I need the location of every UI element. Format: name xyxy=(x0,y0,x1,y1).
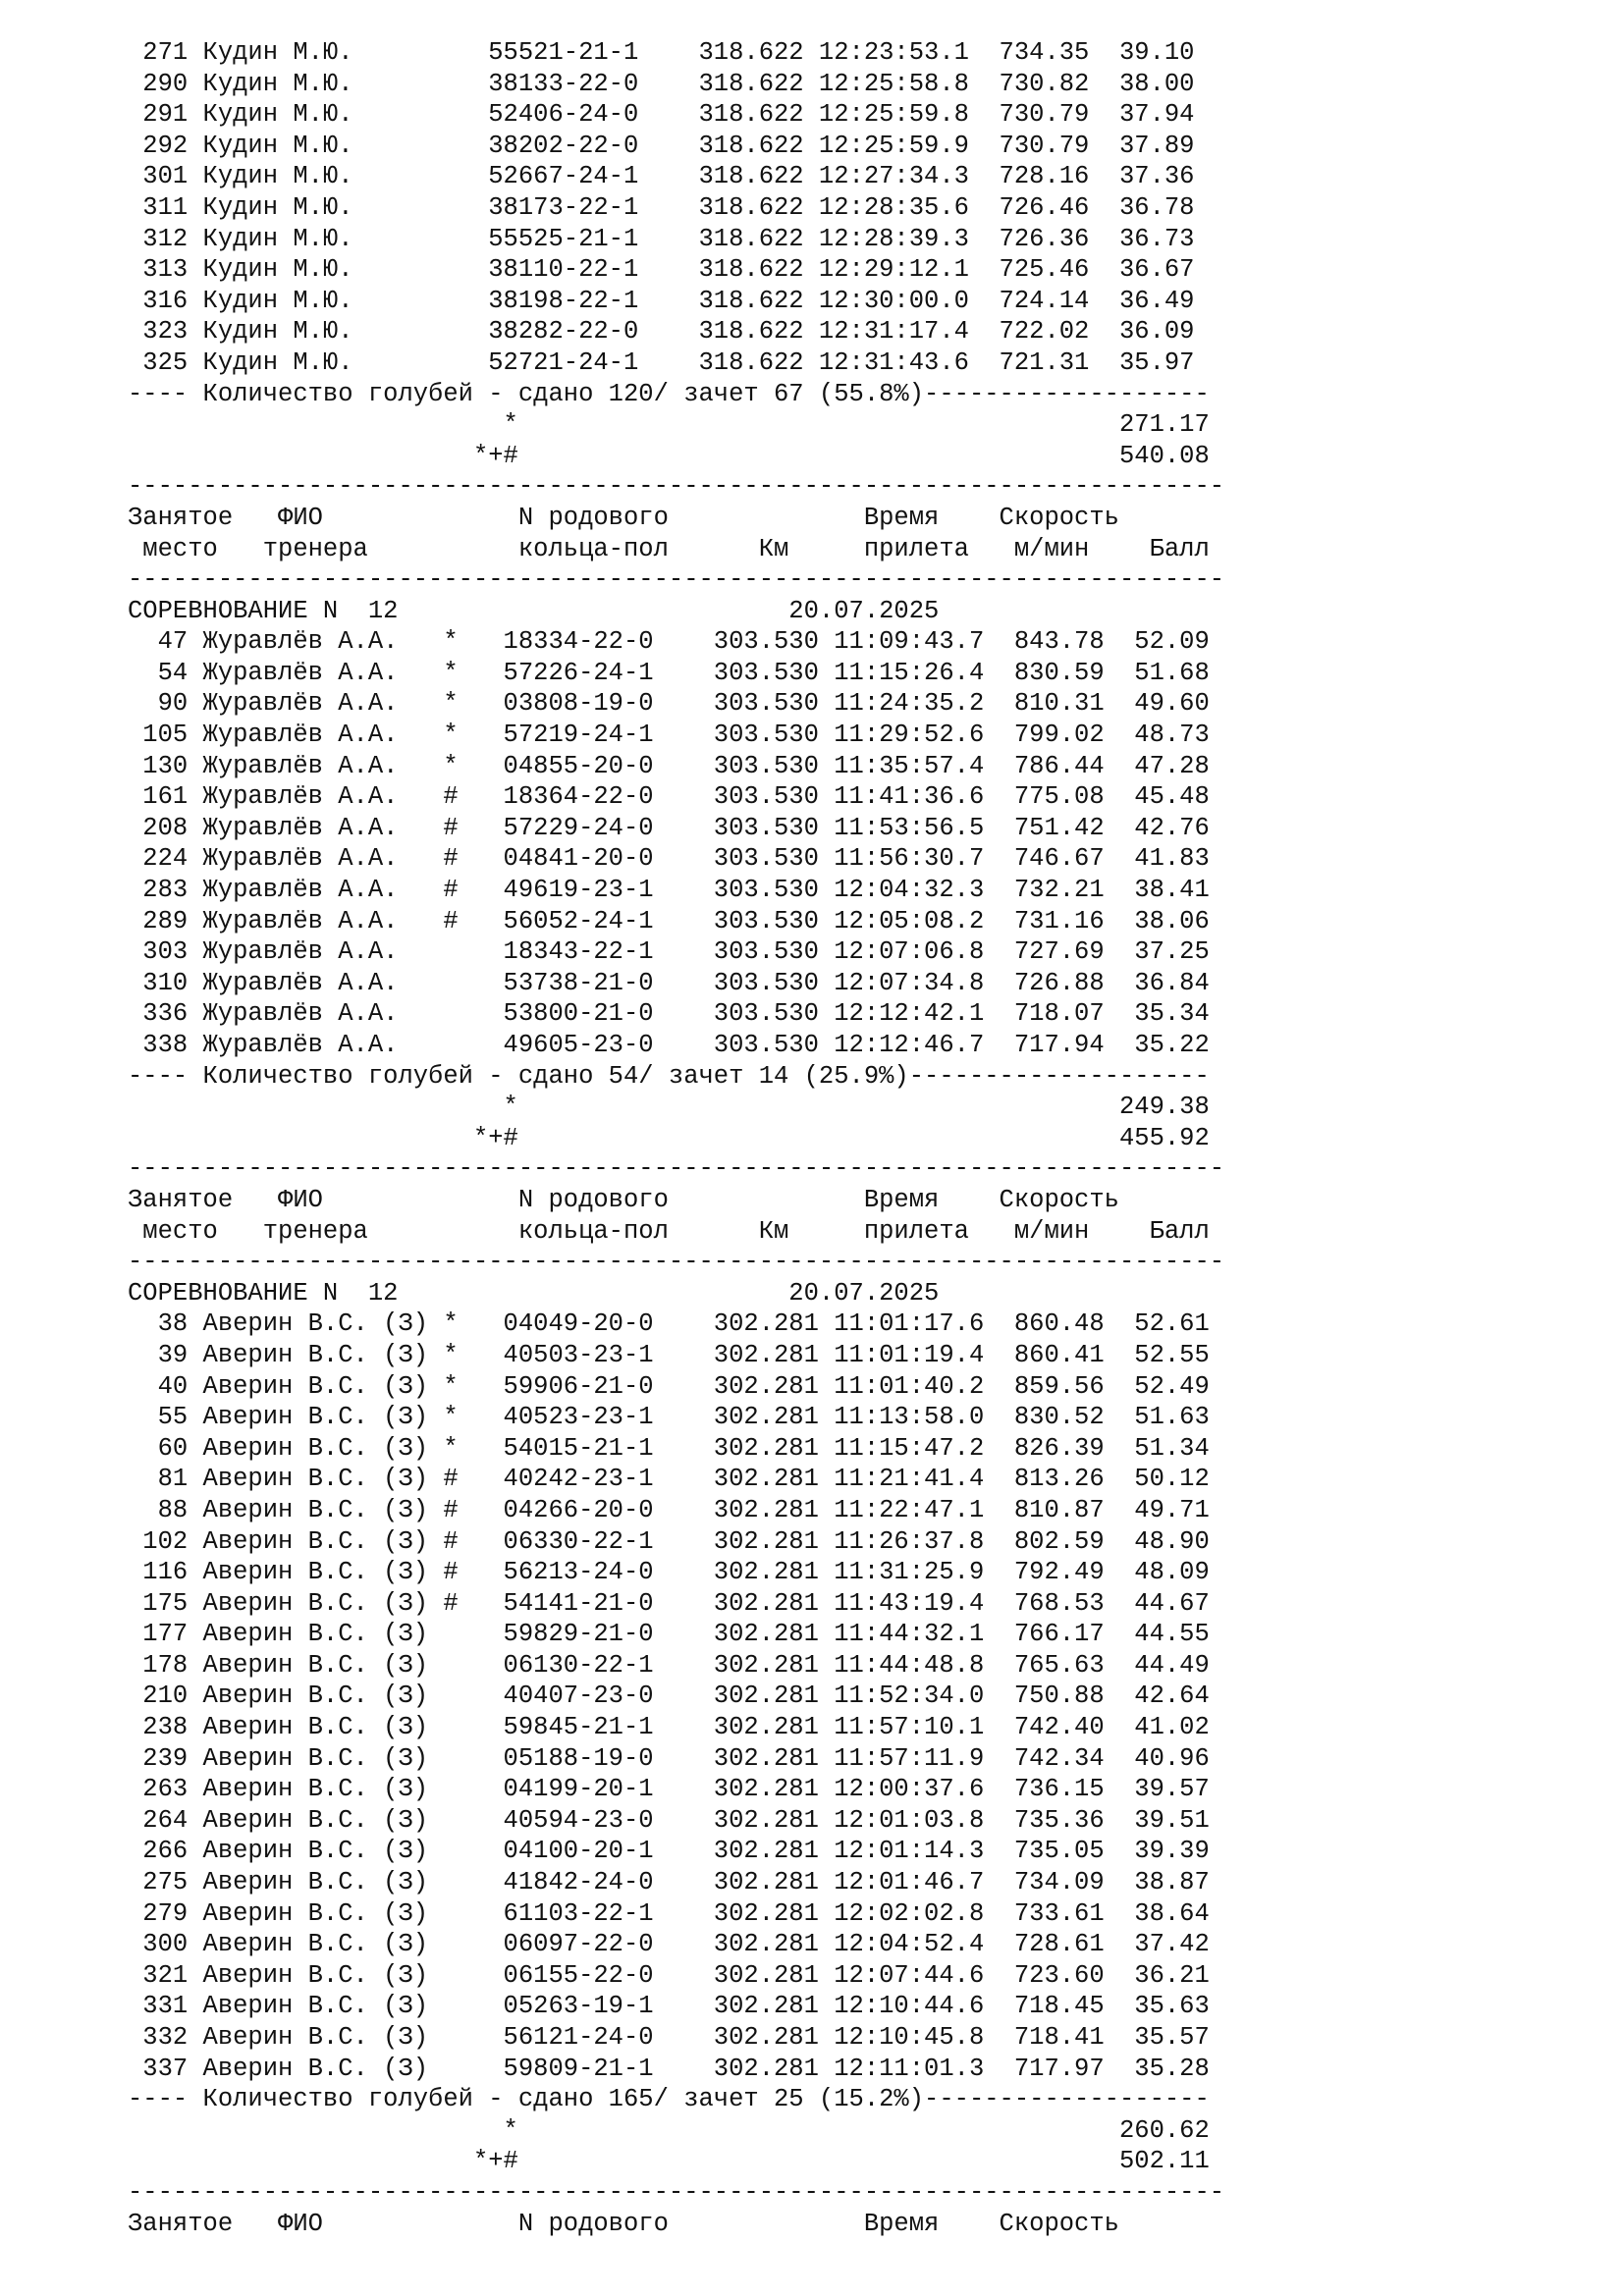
text-line-content: 313 Кудин М.Ю. 38110-22-1 318.622 12:29:12.1 725.46 36.67 xyxy=(128,255,1195,285)
text-line-content: СОРЕВНОВАНИЕ N 12 20.07.2025 xyxy=(128,1278,940,1308)
text-line xyxy=(128,1991,1224,2022)
text-line-content: 238 Аверин В.С. (З) 59845-21-1 302.281 11:57:10.1 742.40 41.02 xyxy=(128,1713,1210,1742)
text-line-content: *+# 455.92 xyxy=(128,1123,1210,1152)
text-line-content: 210 Аверин В.С. (З) 40407-23-0 302.281 11:52:34.0 750.88 42.64 xyxy=(128,1682,1210,1711)
text-line-content: 325 Кудин М.Ю. 52721-24-1 318.622 12:31:43.6 721.31 35.97 xyxy=(128,347,1195,377)
text-line xyxy=(128,1433,1224,1465)
text-line-content: 264 Аверин В.С. (З) 40594-23-0 302.281 12:01:03.8 735.36 39.51 xyxy=(128,1805,1210,1835)
text-line xyxy=(128,1092,1224,1123)
text-line xyxy=(128,347,1224,379)
text-line xyxy=(128,751,1224,782)
text-line-content: 54 Журавлёв А.А. * 57226-24-1 303.530 11:15:26.4 830.59 51.68 xyxy=(128,658,1210,687)
text-line-content: 263 Аверин В.С. (З) 04199-20-1 302.281 12:00:37.6 736.15 39.57 xyxy=(128,1775,1210,1804)
text-line xyxy=(128,936,1224,968)
text-line-content: Занятое ФИО N родового Время Скорость xyxy=(128,2209,1119,2238)
text-line xyxy=(128,1898,1224,1930)
text-line-content: 321 Аверин В.С. (З) 06155-22-0 302.281 12:07:44.6 723.60 36.21 xyxy=(128,1960,1210,1990)
text-line xyxy=(128,1464,1224,1495)
text-line-content: 60 Аверин В.С. (З) * 54015-21-1 302.281 11:15:47.2 826.39 51.34 xyxy=(128,1433,1210,1463)
text-line-content: 40 Аверин В.С. (З) * 59906-21-0 302.281 11:01:40.2 859.56 52.49 xyxy=(128,1371,1210,1401)
text-line-content: 116 Аверин В.С. (З) # 56213-24-0 302.281 11:31:25.9 792.49 48.09 xyxy=(128,1558,1210,1587)
text-line-content: * 260.62 xyxy=(128,2115,1210,2145)
text-line-content: *+# 540.08 xyxy=(128,441,1210,470)
text-line-content: 290 Кудин М.Ю. 38133-22-0 318.622 12:25:58.8 730.82 38.00 xyxy=(128,69,1195,98)
text-line xyxy=(128,596,1224,627)
text-line xyxy=(128,781,1224,813)
results-printout xyxy=(128,37,1224,2239)
text-line-content: 55 Аверин В.С. (З) * 40523-23-1 302.281 11:13:58.0 830.52 51.63 xyxy=(128,1403,1210,1432)
text-line xyxy=(128,1402,1224,1433)
text-line xyxy=(128,99,1224,131)
text-line xyxy=(128,1526,1224,1558)
text-line xyxy=(128,2177,1224,2209)
text-line-content: 39 Аверин В.С. (З) * 40503-23-1 302.281 11:01:19.4 860.41 52.55 xyxy=(128,1340,1210,1369)
text-line-content: 90 Журавлёв А.А. * 03808-19-0 303.530 11:24:35.2 810.31 49.60 xyxy=(128,689,1210,719)
text-line-content: СОРЕВНОВАНИЕ N 12 20.07.2025 xyxy=(128,596,940,625)
text-line-content: 337 Аверин В.С. (З) 59809-21-1 302.281 12:11:01.3 717.97 35.28 xyxy=(128,2054,1210,2083)
text-line-content: 311 Кудин М.Ю. 38173-22-1 318.622 12:28:35.6 726.46 36.78 xyxy=(128,192,1195,222)
text-line-content: ------------------------------------------------------------------------- xyxy=(128,565,1225,595)
text-line-content: ------------------------------------------------------------------------- xyxy=(128,1248,1225,1277)
text-line xyxy=(128,998,1224,1030)
text-line xyxy=(128,2054,1224,2085)
text-line xyxy=(128,843,1224,875)
text-line xyxy=(128,1340,1224,1371)
text-line-content: Занятое ФИО N родового Время Скорость xyxy=(128,1185,1119,1214)
text-line-content: 338 Журавлёв А.А. 49605-23-0 303.530 12:12:46.7 717.94 35.22 xyxy=(128,1031,1210,1059)
text-line-content: 38 Аверин В.С. (З) * 04049-20-0 302.281 11:01:17.6 860.48 52.61 xyxy=(128,1309,1210,1339)
text-line xyxy=(128,69,1224,100)
text-line-content: Занятое ФИО N родового Время Скорость xyxy=(128,503,1119,532)
text-line-content: ------------------------------------------------------------------------- xyxy=(128,1154,1225,1184)
text-line-content: 177 Аверин В.С. (З) 59829-21-0 302.281 11:44:32.1 766.17 44.55 xyxy=(128,1620,1210,1649)
text-line-content: 102 Аверин В.С. (З) # 06330-22-1 302.281 11:26:37.8 802.59 48.90 xyxy=(128,1526,1210,1556)
text-line-content: 88 Аверин В.С. (З) # 04266-20-0 302.281 11:22:47.1 810.87 49.71 xyxy=(128,1495,1210,1524)
text-line xyxy=(128,131,1224,162)
text-line xyxy=(128,534,1224,565)
text-line xyxy=(128,1030,1224,1061)
text-line xyxy=(128,1123,1224,1154)
text-line xyxy=(128,1619,1224,1650)
text-line-content: 316 Кудин М.Ю. 38198-22-1 318.622 12:30:00.0 724.14 36.49 xyxy=(128,286,1195,315)
text-line-content: 175 Аверин В.С. (З) # 54141-21-0 302.281 11:43:19.4 768.53 44.67 xyxy=(128,1588,1210,1618)
text-line xyxy=(128,503,1224,534)
text-line xyxy=(128,2022,1224,2054)
text-line-content: 130 Журавлёв А.А. * 04855-20-0 303.530 11:35:57.4 786.44 47.28 xyxy=(128,751,1210,780)
text-line-content: 81 Аверин В.С. (З) # 40242-23-1 302.281 11:21:41.4 813.26 50.12 xyxy=(128,1465,1210,1494)
text-line xyxy=(128,161,1224,192)
text-line xyxy=(128,316,1224,347)
text-line-content: 301 Кудин М.Ю. 52667-24-1 318.622 12:27:34.3 728.16 37.36 xyxy=(128,162,1195,191)
text-line xyxy=(128,224,1224,255)
text-line xyxy=(128,1247,1224,1278)
text-line-content: ------------------------------------------------------------------------- xyxy=(128,2177,1225,2207)
text-line-content: 279 Аверин В.С. (З) 61103-22-1 302.281 12:02:02.8 733.61 38.64 xyxy=(128,1898,1210,1928)
text-line xyxy=(128,192,1224,224)
text-line-content: 105 Журавлёв А.А. * 57219-24-1 303.530 11:29:52.6 799.02 48.73 xyxy=(128,721,1210,750)
text-line xyxy=(128,379,1224,410)
text-line-content: ---- Количество голубей - сдано 165/ зачет 25 (15.2%)------------------- xyxy=(128,2085,1210,2114)
text-line-content: 331 Аверин В.С. (З) 05263-19-1 302.281 12:10:44.6 718.45 35.63 xyxy=(128,1992,1210,2021)
text-line xyxy=(128,1774,1224,1805)
text-line xyxy=(128,409,1224,441)
text-line xyxy=(128,471,1224,503)
text-line xyxy=(128,2115,1224,2147)
text-line xyxy=(128,1495,1224,1526)
text-line xyxy=(128,875,1224,906)
text-line-content: 336 Журавлёв А.А. 53800-21-0 303.530 12:12:42.1 718.07 35.34 xyxy=(128,999,1210,1029)
text-line-content: 310 Журавлёв А.А. 53738-21-0 303.530 12:07:34.8 726.88 36.84 xyxy=(128,968,1210,997)
text-line xyxy=(128,1278,1224,1309)
text-line xyxy=(128,1805,1224,1837)
text-line xyxy=(128,658,1224,689)
text-line xyxy=(128,441,1224,472)
text-line-content: 47 Журавлёв А.А. * 18334-22-0 303.530 11:09:43.7 843.78 52.09 xyxy=(128,627,1210,657)
text-line xyxy=(128,37,1224,69)
text-line-content: 323 Кудин М.Ю. 38282-22-0 318.622 12:31:17.4 722.02 36.09 xyxy=(128,317,1195,347)
text-line xyxy=(128,1960,1224,1992)
text-line-content: 291 Кудин М.Ю. 52406-24-0 318.622 12:25:59.8 730.79 37.94 xyxy=(128,100,1195,130)
text-line xyxy=(128,1743,1224,1775)
text-line-content: 283 Журавлёв А.А. # 49619-23-1 303.530 12:04:32.3 732.21 38.41 xyxy=(128,876,1210,905)
text-line-content: место тренера кольца-пол Км прилета м/мин Балл xyxy=(128,1216,1210,1246)
text-line-content: 289 Журавлёв А.А. # 56052-24-1 303.530 12:05:08.2 731.16 38.06 xyxy=(128,906,1210,935)
text-line xyxy=(128,286,1224,317)
text-line-content: 266 Аверин В.С. (З) 04100-20-1 302.281 12:01:14.3 735.05 39.39 xyxy=(128,1837,1210,1866)
text-line-content: 300 Аверин В.С. (З) 06097-22-0 302.281 12:04:52.4 728.61 37.42 xyxy=(128,1930,1210,1959)
text-line xyxy=(128,1929,1224,1960)
text-line xyxy=(128,2146,1224,2177)
text-line xyxy=(128,1216,1224,1248)
text-line xyxy=(128,1557,1224,1588)
text-line xyxy=(128,1712,1224,1743)
text-line xyxy=(128,1371,1224,1403)
text-line xyxy=(128,564,1224,596)
text-line xyxy=(128,813,1224,844)
text-line xyxy=(128,2209,1224,2240)
text-line xyxy=(128,1588,1224,1620)
text-line-content: 303 Журавлёв А.А. 18343-22-1 303.530 12:07:06.8 727.69 37.25 xyxy=(128,937,1210,967)
text-line-content: 292 Кудин М.Ю. 38202-22-0 318.622 12:25:59.9 730.79 37.89 xyxy=(128,131,1195,160)
text-line xyxy=(128,1681,1224,1712)
text-line-content: ------------------------------------------------------------------------- xyxy=(128,472,1225,502)
text-line-content: * 249.38 xyxy=(128,1093,1210,1122)
text-line-content: * 271.17 xyxy=(128,410,1210,440)
text-line xyxy=(128,254,1224,286)
text-line xyxy=(128,2084,1224,2115)
text-line-content: ---- Количество голубей - сдано 54/ зачет 14 (25.9%)-------------------- xyxy=(128,1061,1210,1091)
text-line xyxy=(128,1153,1224,1185)
text-line-content: ---- Количество голубей - сдано 120/ зачет 67 (55.8%)------------------- xyxy=(128,379,1210,408)
text-line xyxy=(128,1836,1224,1867)
text-line-content: 312 Кудин М.Ю. 55525-21-1 318.622 12:28:39.3 726.36 36.73 xyxy=(128,224,1195,253)
text-line xyxy=(128,1650,1224,1682)
text-line xyxy=(128,626,1224,658)
text-line-content: *+# 502.11 xyxy=(128,2147,1210,2176)
text-line xyxy=(128,688,1224,720)
text-line-content: 224 Журавлёв А.А. # 04841-20-0 303.530 11:56:30.7 746.67 41.83 xyxy=(128,844,1210,874)
text-line xyxy=(128,968,1224,999)
text-line-content: 178 Аверин В.С. (З) 06130-22-1 302.281 11:44:48.8 765.63 44.49 xyxy=(128,1650,1210,1680)
text-line xyxy=(128,720,1224,751)
text-line xyxy=(128,1061,1224,1093)
text-line-content: 161 Журавлёв А.А. # 18364-22-0 303.530 11:41:36.6 775.08 45.48 xyxy=(128,782,1210,812)
text-line-content: 332 Аверин В.С. (З) 56121-24-0 302.281 12:10:45.8 718.41 35.57 xyxy=(128,2023,1210,2052)
text-line xyxy=(128,906,1224,937)
text-line xyxy=(128,1867,1224,1898)
text-line-content: место тренера кольца-пол Км прилета м/мин Балл xyxy=(128,534,1210,563)
text-line-content: 208 Журавлёв А.А. # 57229-24-0 303.530 11:53:56.5 751.42 42.76 xyxy=(128,813,1210,842)
text-line-content: 271 Кудин М.Ю. 55521-21-1 318.622 12:23:53.1 734.35 39.10 xyxy=(128,38,1195,67)
text-line xyxy=(128,1308,1224,1340)
text-line xyxy=(128,1185,1224,1216)
text-line-content: 275 Аверин В.С. (З) 41842-24-0 302.281 12:01:46.7 734.09 38.87 xyxy=(128,1868,1210,1897)
text-line-content: 239 Аверин В.С. (З) 05188-19-0 302.281 11:57:11.9 742.34 40.96 xyxy=(128,1743,1210,1773)
